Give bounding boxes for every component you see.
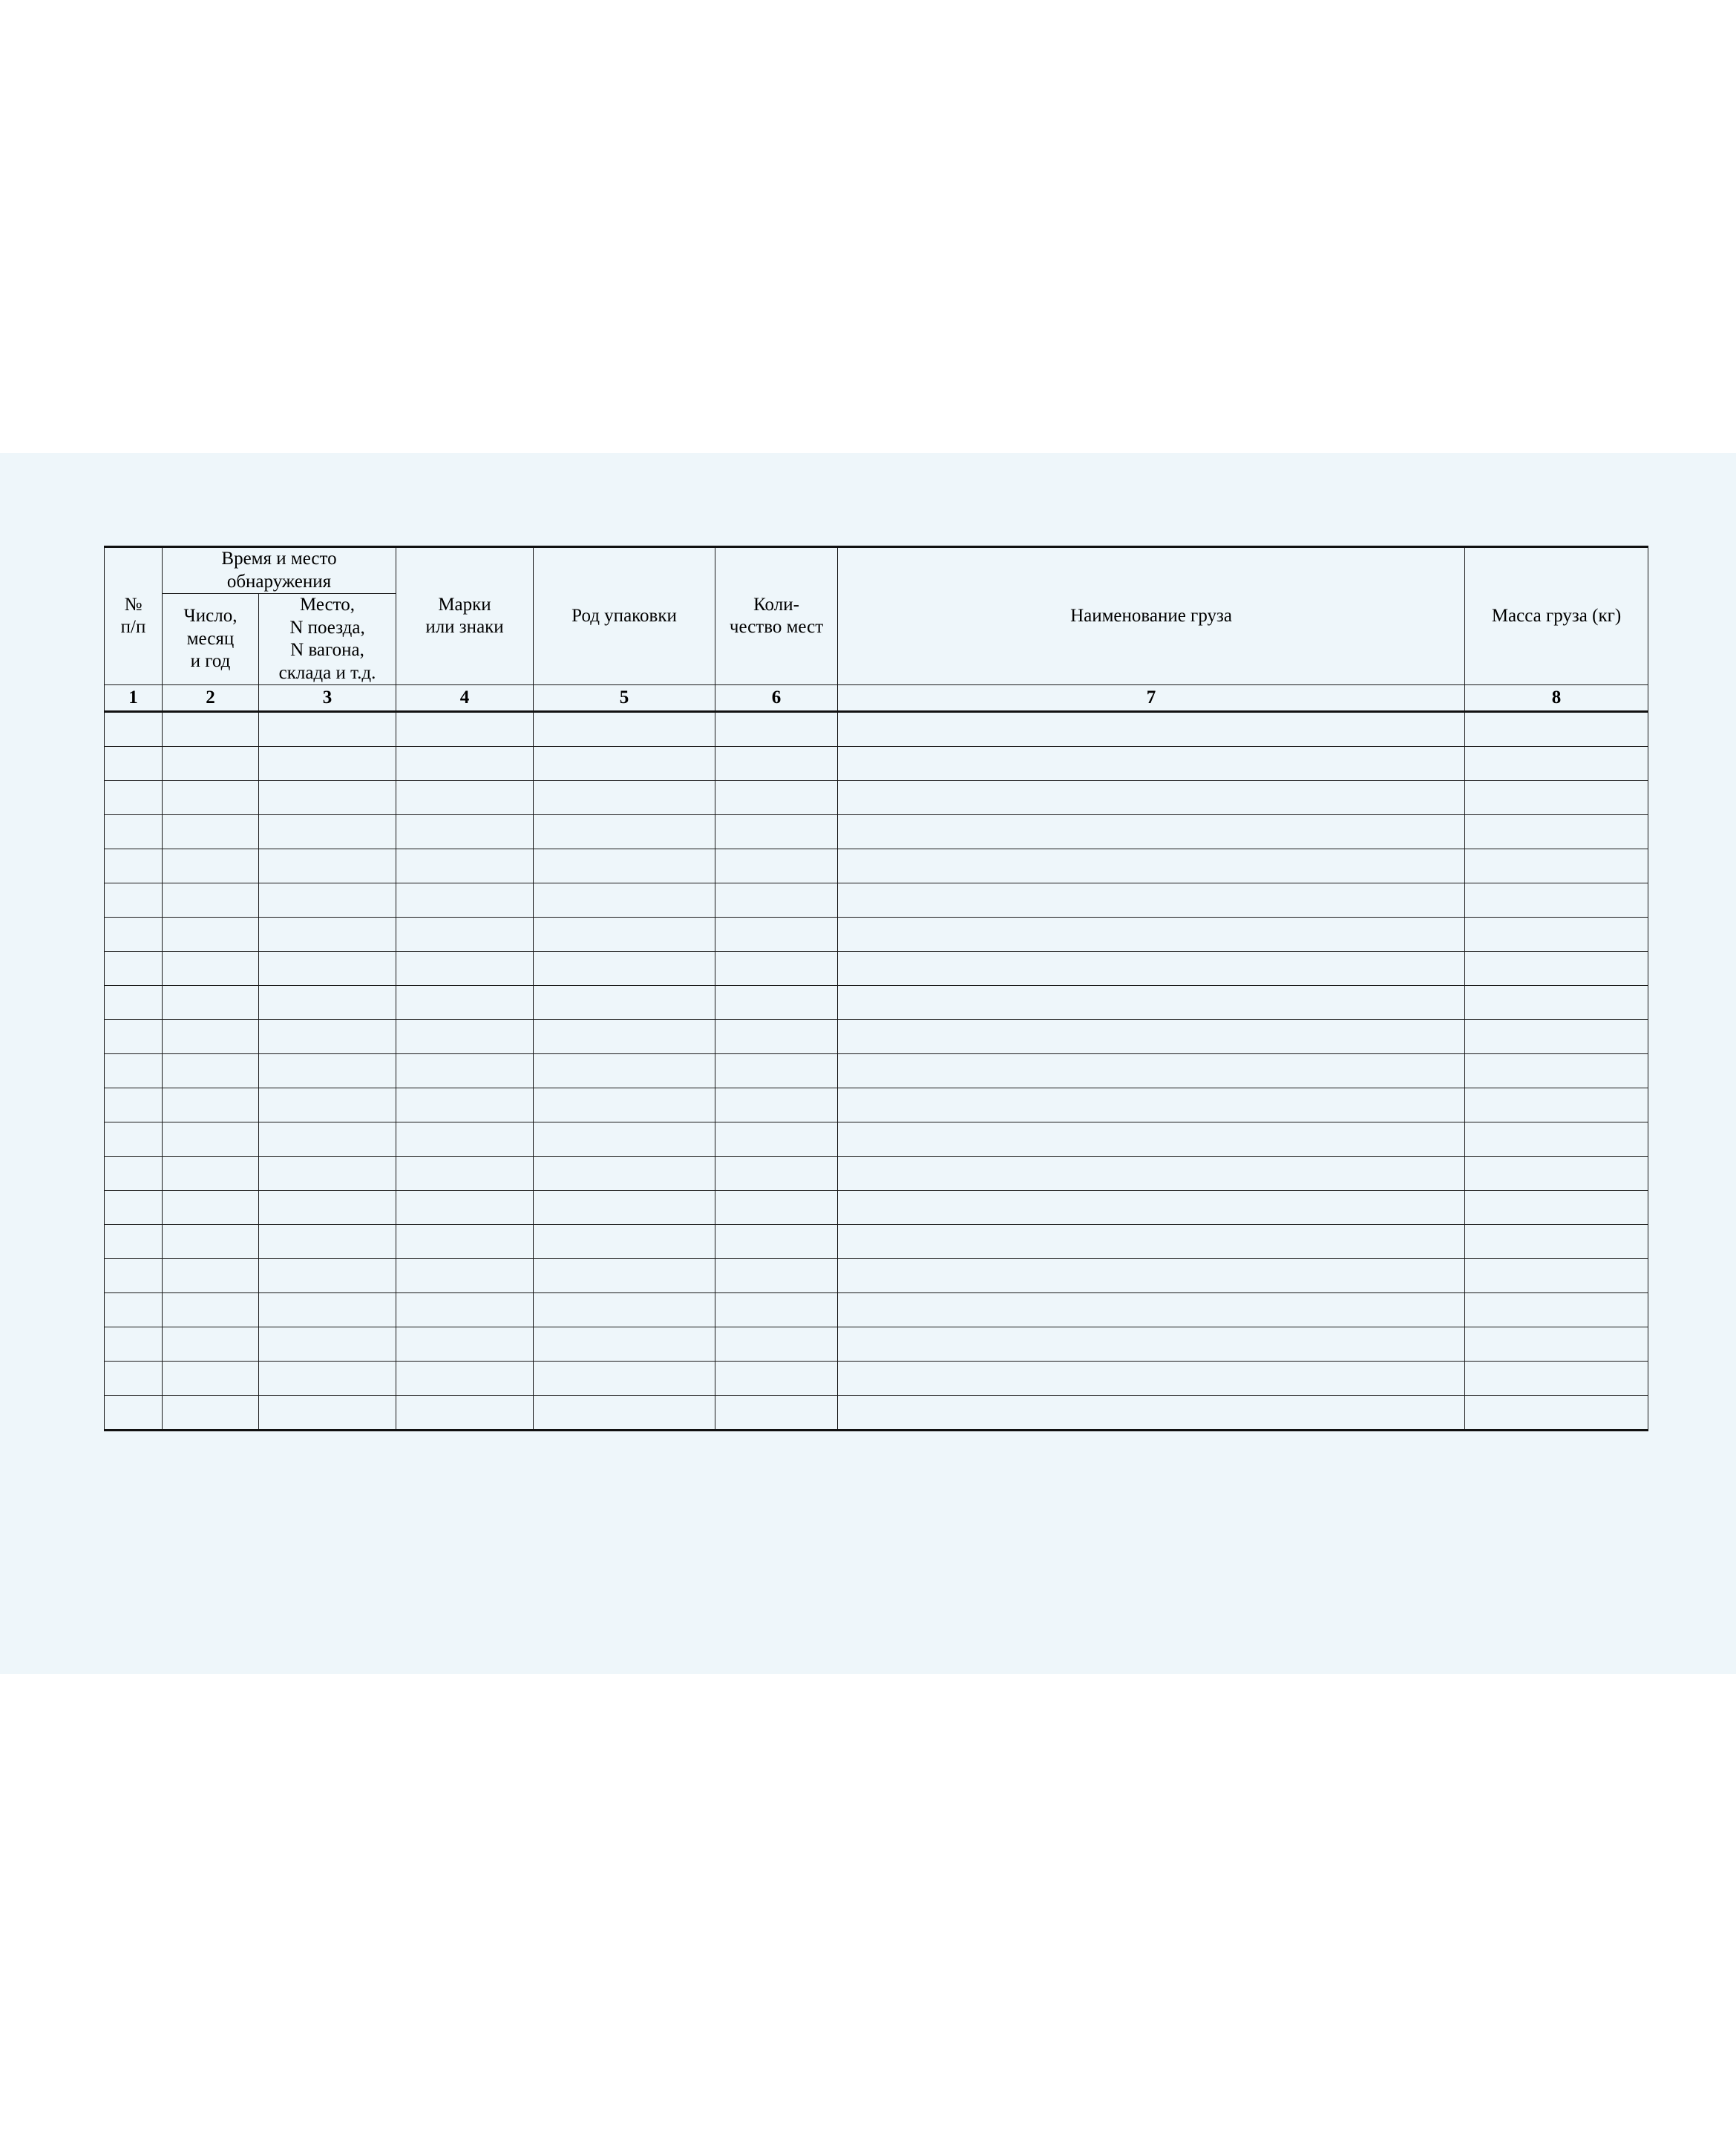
table-cell[interactable] — [105, 918, 163, 952]
header-row-top — [105, 547, 1648, 594]
table-cell[interactable] — [396, 952, 534, 986]
table-cell[interactable] — [715, 712, 838, 747]
table-cell[interactable] — [715, 1225, 838, 1259]
header-marks-or-signs-line2: или знаки — [425, 617, 504, 637]
table-cell[interactable] — [715, 1396, 838, 1431]
table-cell[interactable] — [163, 1396, 259, 1431]
table-cell[interactable] — [534, 1259, 715, 1293]
table-cell[interactable] — [259, 712, 396, 747]
table-cell[interactable] — [534, 1088, 715, 1122]
table-cell[interactable] — [163, 1225, 259, 1259]
table-cell[interactable] — [715, 1191, 838, 1225]
table-cell[interactable] — [715, 1327, 838, 1362]
table-cell[interactable] — [163, 1259, 259, 1293]
column-number-2: 2 — [163, 685, 259, 712]
table-cell[interactable] — [105, 1293, 163, 1327]
table-cell[interactable] — [838, 712, 1465, 747]
table-cell[interactable] — [715, 1122, 838, 1157]
table-cell[interactable] — [1465, 815, 1648, 849]
table-cell[interactable] — [1465, 1362, 1648, 1396]
table-cell[interactable] — [259, 1157, 396, 1191]
table-row — [105, 781, 1648, 815]
table-row — [105, 918, 1648, 952]
table-cell[interactable] — [105, 1191, 163, 1225]
table-cell[interactable] — [396, 712, 534, 747]
column-number-row — [105, 685, 1648, 712]
table-cell[interactable] — [396, 1157, 534, 1191]
table-cell[interactable] — [838, 1088, 1465, 1122]
table-cell[interactable] — [105, 1327, 163, 1362]
table-cell[interactable] — [396, 1396, 534, 1431]
column-number-1: 1 — [105, 685, 163, 712]
table-cell[interactable] — [163, 1020, 259, 1054]
header-cargo-name — [838, 547, 1465, 685]
table-cell[interactable] — [259, 747, 396, 781]
table-cell[interactable] — [163, 747, 259, 781]
table-cell[interactable] — [396, 1327, 534, 1362]
table-row — [105, 1054, 1648, 1088]
table-row — [105, 747, 1648, 781]
table-cell[interactable] — [105, 1396, 163, 1431]
column-number-7: 7 — [838, 685, 1465, 712]
table-cell[interactable] — [105, 712, 163, 747]
table-cell[interactable] — [534, 918, 715, 952]
column-number-3: 3 — [259, 685, 396, 712]
header-place-train-wagon-line1: Место, — [299, 595, 356, 615]
table-cell[interactable] — [534, 1293, 715, 1327]
table-cell[interactable] — [1465, 1088, 1648, 1122]
table-cell[interactable] — [163, 1362, 259, 1396]
table-cell[interactable] — [715, 1088, 838, 1122]
header-place-train-wagon — [259, 594, 396, 685]
table-cell[interactable] — [1465, 1225, 1648, 1259]
header-marks-or-signs-line1: Марки — [438, 594, 491, 615]
table-cell[interactable] — [534, 781, 715, 815]
table-cell[interactable] — [838, 1293, 1465, 1327]
table-cell[interactable] — [396, 1225, 534, 1259]
table-cell[interactable] — [259, 1088, 396, 1122]
table-cell[interactable] — [838, 986, 1465, 1020]
header-number-of-pieces-line1: Коли- — [753, 594, 799, 615]
table-cell[interactable] — [396, 1088, 534, 1122]
table-cell[interactable] — [396, 849, 534, 883]
table-row — [105, 1362, 1648, 1396]
table-cell[interactable] — [838, 1020, 1465, 1054]
header-date-line2: месяц — [186, 628, 235, 649]
table-cell[interactable] — [838, 918, 1465, 952]
header-packaging-type — [534, 547, 715, 685]
table-row — [105, 1225, 1648, 1259]
table-cell[interactable] — [105, 747, 163, 781]
header-sequence-number — [105, 547, 163, 685]
table-row — [105, 986, 1648, 1020]
table-cell[interactable] — [715, 815, 838, 849]
table-cell[interactable] — [396, 1293, 534, 1327]
table-cell[interactable] — [163, 1088, 259, 1122]
table-cell[interactable] — [396, 883, 534, 918]
table-cell[interactable] — [715, 986, 838, 1020]
table-cell[interactable] — [105, 952, 163, 986]
header-date — [163, 594, 259, 685]
table-cell[interactable] — [259, 918, 396, 952]
table-cell[interactable] — [1465, 1020, 1648, 1054]
table-row — [105, 1157, 1648, 1191]
table-cell[interactable] — [715, 883, 838, 918]
column-number-8: 8 — [1465, 685, 1648, 712]
table-cell[interactable] — [105, 1122, 163, 1157]
table-cell[interactable] — [163, 952, 259, 986]
table-cell[interactable] — [1465, 1327, 1648, 1362]
table-cell[interactable] — [1465, 849, 1648, 883]
table-cell[interactable] — [838, 1396, 1465, 1431]
table-cell[interactable] — [715, 747, 838, 781]
table-cell[interactable] — [534, 1225, 715, 1259]
table-cell[interactable] — [534, 1191, 715, 1225]
table-cell[interactable] — [838, 1054, 1465, 1088]
table-cell[interactable] — [396, 1054, 534, 1088]
table-cell[interactable] — [715, 918, 838, 952]
header-place-train-wagon-line2: N поезда, — [289, 617, 365, 638]
table-cell[interactable] — [534, 1054, 715, 1088]
table-cell[interactable] — [1465, 1157, 1648, 1191]
table-cell[interactable] — [534, 747, 715, 781]
table-cell[interactable] — [259, 1122, 396, 1157]
table-cell[interactable] — [105, 883, 163, 918]
table-row — [105, 1088, 1648, 1122]
table-cell[interactable] — [163, 849, 259, 883]
table-cell[interactable] — [163, 918, 259, 952]
table-cell[interactable] — [396, 1122, 534, 1157]
header-sequence-number-line2: п/п — [120, 617, 146, 637]
header-packaging-type-label: Род упаковки — [571, 605, 677, 626]
table-row — [105, 952, 1648, 986]
table-cell[interactable] — [534, 1396, 715, 1431]
table-cell[interactable] — [259, 815, 396, 849]
header-sequence-number-line1: № — [124, 594, 143, 615]
table-row — [105, 712, 1648, 747]
table-cell[interactable] — [396, 1362, 534, 1396]
table-cell[interactable] — [259, 952, 396, 986]
table-cell[interactable] — [163, 1122, 259, 1157]
column-number-6: 6 — [715, 685, 838, 712]
table-row — [105, 1293, 1648, 1327]
table-cell[interactable] — [534, 849, 715, 883]
header-group-time-and-place-line1: Время и место — [221, 549, 337, 569]
table-cell[interactable] — [396, 815, 534, 849]
table-cell[interactable] — [259, 849, 396, 883]
table-cell[interactable] — [259, 1191, 396, 1225]
header-cargo-mass-label: Масса груза (кг) — [1491, 605, 1622, 626]
table-cell[interactable] — [1465, 918, 1648, 952]
table-cell[interactable] — [534, 1157, 715, 1191]
table-row — [105, 1327, 1648, 1362]
table-cell[interactable] — [396, 986, 534, 1020]
table-cell[interactable] — [163, 986, 259, 1020]
cargo-register-table — [104, 546, 1648, 1431]
register-sheet — [104, 546, 1625, 1431]
table-cell[interactable] — [259, 986, 396, 1020]
table-cell[interactable] — [163, 712, 259, 747]
table-cell[interactable] — [715, 1157, 838, 1191]
table-row — [105, 1259, 1648, 1293]
header-marks-or-signs — [396, 547, 534, 685]
table-cell[interactable] — [259, 1293, 396, 1327]
table-cell[interactable] — [396, 1259, 534, 1293]
table-cell[interactable] — [163, 781, 259, 815]
table-cell[interactable] — [105, 815, 163, 849]
table-cell[interactable] — [1465, 1122, 1648, 1157]
column-number-5: 5 — [534, 685, 715, 712]
header-place-train-wagon-line3: N вагона, — [290, 640, 364, 660]
table-cell[interactable] — [259, 1054, 396, 1088]
table-cell[interactable] — [163, 1157, 259, 1191]
table-cell[interactable] — [838, 1157, 1465, 1191]
table-cell[interactable] — [838, 883, 1465, 918]
header-cargo-mass — [1465, 547, 1648, 685]
table-cell[interactable] — [259, 1020, 396, 1054]
header-cargo-name-label: Наименование груза — [1070, 605, 1232, 626]
table-cell[interactable] — [1465, 883, 1648, 918]
table-cell[interactable] — [396, 747, 534, 781]
table-cell[interactable] — [105, 1259, 163, 1293]
table-cell[interactable] — [715, 1293, 838, 1327]
table-cell[interactable] — [534, 883, 715, 918]
table-cell[interactable] — [1465, 1054, 1648, 1088]
header-place-train-wagon-line4: склада и т.д. — [278, 662, 376, 683]
table-body — [105, 712, 1648, 1431]
table-cell[interactable] — [259, 1396, 396, 1431]
table-cell[interactable] — [163, 1327, 259, 1362]
table-cell[interactable] — [1465, 712, 1648, 747]
table-cell[interactable] — [838, 952, 1465, 986]
table-cell[interactable] — [838, 1191, 1465, 1225]
table-cell[interactable] — [1465, 1293, 1648, 1327]
table-cell[interactable] — [838, 815, 1465, 849]
table-cell[interactable] — [163, 1191, 259, 1225]
table-cell[interactable] — [1465, 986, 1648, 1020]
table-cell[interactable] — [105, 1362, 163, 1396]
header-date-line1: Число, — [183, 606, 238, 627]
table-cell[interactable] — [838, 747, 1465, 781]
table-cell[interactable] — [838, 849, 1465, 883]
table-cell[interactable] — [715, 781, 838, 815]
table-cell[interactable] — [534, 712, 715, 747]
table-cell[interactable] — [715, 849, 838, 883]
table-cell[interactable] — [163, 1054, 259, 1088]
table-cell[interactable] — [163, 883, 259, 918]
table-cell[interactable] — [105, 849, 163, 883]
table-row — [105, 1020, 1648, 1054]
table-cell[interactable] — [105, 1157, 163, 1191]
table-cell[interactable] — [396, 781, 534, 815]
table-cell[interactable] — [105, 1088, 163, 1122]
table-cell[interactable] — [715, 1020, 838, 1054]
table-cell[interactable] — [838, 1327, 1465, 1362]
table-cell[interactable] — [396, 1191, 534, 1225]
table-cell[interactable] — [534, 1362, 715, 1396]
table-cell[interactable] — [715, 1259, 838, 1293]
header-group-time-and-place-line2: обнаружения — [226, 571, 332, 592]
table-cell[interactable] — [163, 1293, 259, 1327]
table-cell[interactable] — [838, 1259, 1465, 1293]
table-cell[interactable] — [1465, 1259, 1648, 1293]
table-cell[interactable] — [259, 883, 396, 918]
table-row — [105, 849, 1648, 883]
table-cell[interactable] — [259, 1362, 396, 1396]
table-cell[interactable] — [838, 1225, 1465, 1259]
table-cell[interactable] — [534, 1327, 715, 1362]
table-cell[interactable] — [259, 1225, 396, 1259]
table-row — [105, 1396, 1648, 1431]
table-cell[interactable] — [1465, 952, 1648, 986]
table-row — [105, 1191, 1648, 1225]
table-cell[interactable] — [715, 952, 838, 986]
table-cell[interactable] — [715, 1362, 838, 1396]
table-cell[interactable] — [259, 781, 396, 815]
table-cell[interactable] — [838, 781, 1465, 815]
table-cell[interactable] — [105, 1225, 163, 1259]
table-cell[interactable] — [1465, 1191, 1648, 1225]
table-cell[interactable] — [715, 1054, 838, 1088]
table-cell[interactable] — [838, 1362, 1465, 1396]
table-row — [105, 815, 1648, 849]
table-cell[interactable] — [105, 986, 163, 1020]
table-cell[interactable] — [105, 781, 163, 815]
table-row — [105, 883, 1648, 918]
header-date-line3: и год — [190, 651, 231, 672]
header-number-of-pieces-line2: чество мест — [729, 617, 824, 637]
table-cell[interactable] — [1465, 781, 1648, 815]
header-group-time-and-place — [163, 547, 396, 594]
table-cell[interactable] — [259, 1259, 396, 1293]
table-cell[interactable] — [1465, 1396, 1648, 1431]
table-cell[interactable] — [838, 1122, 1465, 1157]
table-cell[interactable] — [105, 1054, 163, 1088]
column-number-4: 4 — [396, 685, 534, 712]
table-cell[interactable] — [396, 1020, 534, 1054]
header-number-of-pieces — [715, 547, 838, 685]
table-cell[interactable] — [396, 918, 534, 952]
table-cell[interactable] — [534, 986, 715, 1020]
table-cell[interactable] — [163, 815, 259, 849]
table-cell[interactable] — [259, 1327, 396, 1362]
table-cell[interactable] — [534, 1122, 715, 1157]
table-cell[interactable] — [1465, 747, 1648, 781]
table-row — [105, 1122, 1648, 1157]
table-cell[interactable] — [534, 952, 715, 986]
table-cell[interactable] — [105, 1020, 163, 1054]
table-cell[interactable] — [534, 1020, 715, 1054]
table-cell[interactable] — [534, 815, 715, 849]
